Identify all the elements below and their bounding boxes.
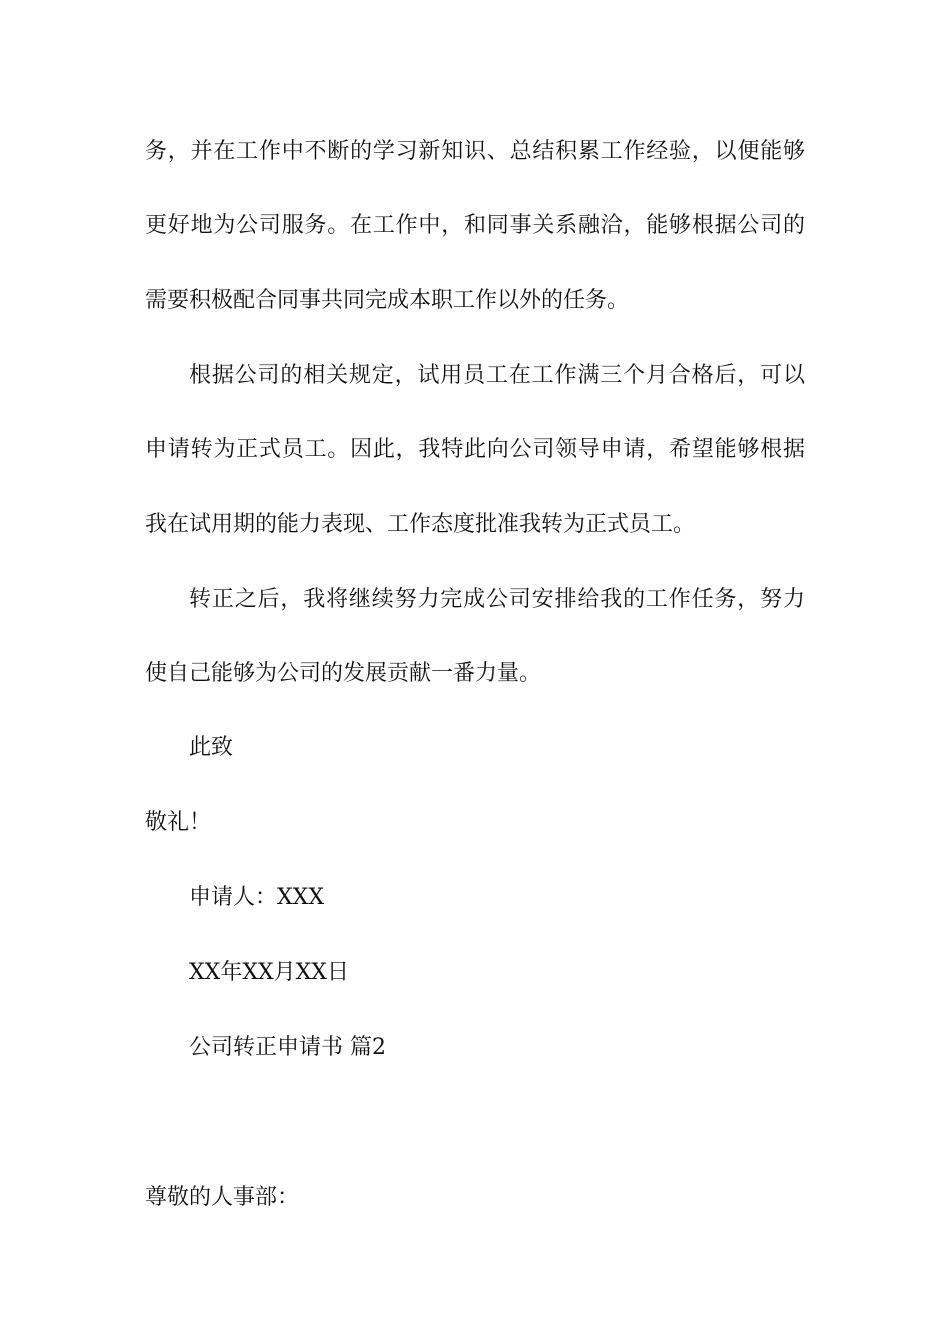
applicant-signature: 申请人：XXX [189,885,324,910]
paragraph-line: 我在试用期的能力表现、工作态度批准我转为正式员工。 [145,512,696,537]
paragraph-line: 使自己能够为公司的发展贡献一番力量。 [145,661,542,686]
greeting-text: 尊敬的人事部： [145,1185,300,1210]
paragraph-line: 转正之后，我将继续努力完成公司安排给我的工作任务，努力 [189,587,805,612]
paragraph-line: 申请转为正式员工。因此，我特此向公司领导申请，希望能够根据 [145,437,805,462]
section-title: 公司转正申请书 篇2 [189,1035,386,1060]
salute-text: 敬礼！ [145,810,212,835]
closing-text: 此致 [189,735,234,760]
paragraph-line: 务，并在工作中不断的学习新知识、总结积累工作经验，以便能够 [145,139,805,164]
paragraph-line: 需要积极配合同事共同完成本职工作以外的任务。 [145,288,630,313]
date-text: XX年XX月XX日 [189,960,349,985]
paragraph-line: 更好地为公司服务。在工作中，和同事关系融洽，能够根据公司的 [145,213,805,238]
paragraph-line: 根据公司的相关规定，试用员工在工作满三个月合格后，可以 [189,363,805,388]
